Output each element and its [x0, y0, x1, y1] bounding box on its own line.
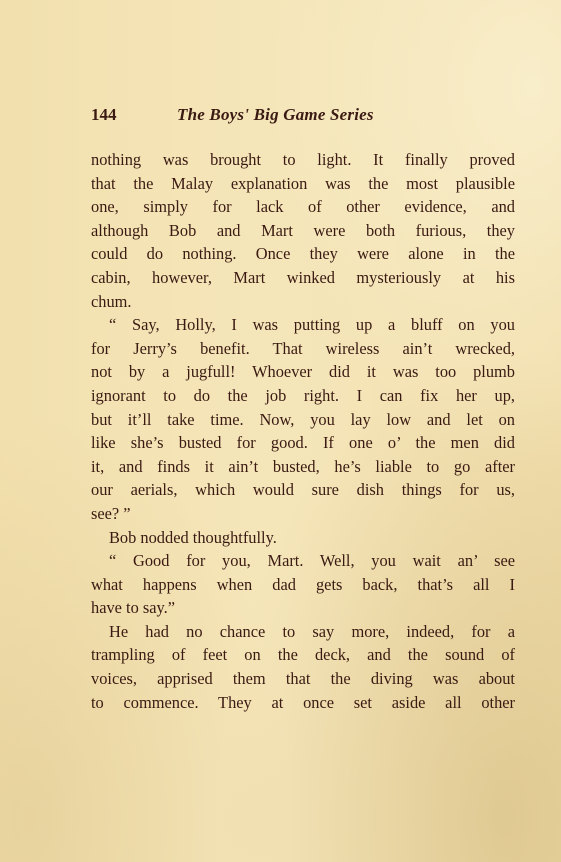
text-line: nothing was brought to light. It finally proved — [91, 150, 515, 169]
text-line: could do nothing. Once they were alone in the — [91, 244, 515, 264]
body-text — [91, 148, 515, 714]
text-line: “ Say, Holly, I was putting up a bluff on you — [109, 315, 515, 335]
text-line: to commence. They at once set aside all other — [91, 692, 515, 712]
text-line: not by a jugfull! Whoever did it was too plumb — [91, 362, 515, 382]
series-title: The Boys' Big Game Series — [177, 105, 374, 124]
text-line: for Jerry’s benefit. That wireless ain’t wrecked, — [91, 338, 515, 358]
running-head — [91, 105, 515, 129]
text-line: “ Good for you, Mart. Well, you wait an’ see — [109, 551, 515, 571]
text-line: ignorant to do the job right. I can fix her up, — [91, 385, 515, 405]
text-line: Bob nodded thoughtfully. — [109, 527, 277, 547]
text-line: but it’ll take time. Now, you lay low and let on — [91, 409, 515, 429]
text-line: like she’s busted for good. If one o’ the men did — [91, 433, 515, 453]
text-line: that the Malay explanation was the most plausible — [91, 173, 515, 193]
text-line: chum. — [91, 291, 132, 311]
text-line: see? ” — [91, 503, 131, 523]
text-line: have to say.” — [91, 598, 176, 618]
page-number: 144 — [91, 105, 117, 124]
text-line: cabin, however, Mart winked mysteriously at his — [91, 267, 515, 287]
text-line: trampling of feet on the deck, and the sound of — [91, 645, 515, 665]
text-line: what happens when dad gets back, that’s all I — [91, 574, 515, 594]
text-line: our aerials, which would sure dish things for us, — [91, 480, 515, 500]
text-line: one, simply for lack of other evidence, and — [91, 197, 515, 217]
text-line: it, and finds it ain’t busted, he’s liable to go after — [91, 456, 515, 476]
text-line: He had no chance to say more, indeed, for a — [109, 621, 515, 641]
text-line: although Bob and Mart were both furious, they — [91, 220, 515, 240]
text-line: voices, apprised them that the diving was about — [91, 669, 515, 689]
